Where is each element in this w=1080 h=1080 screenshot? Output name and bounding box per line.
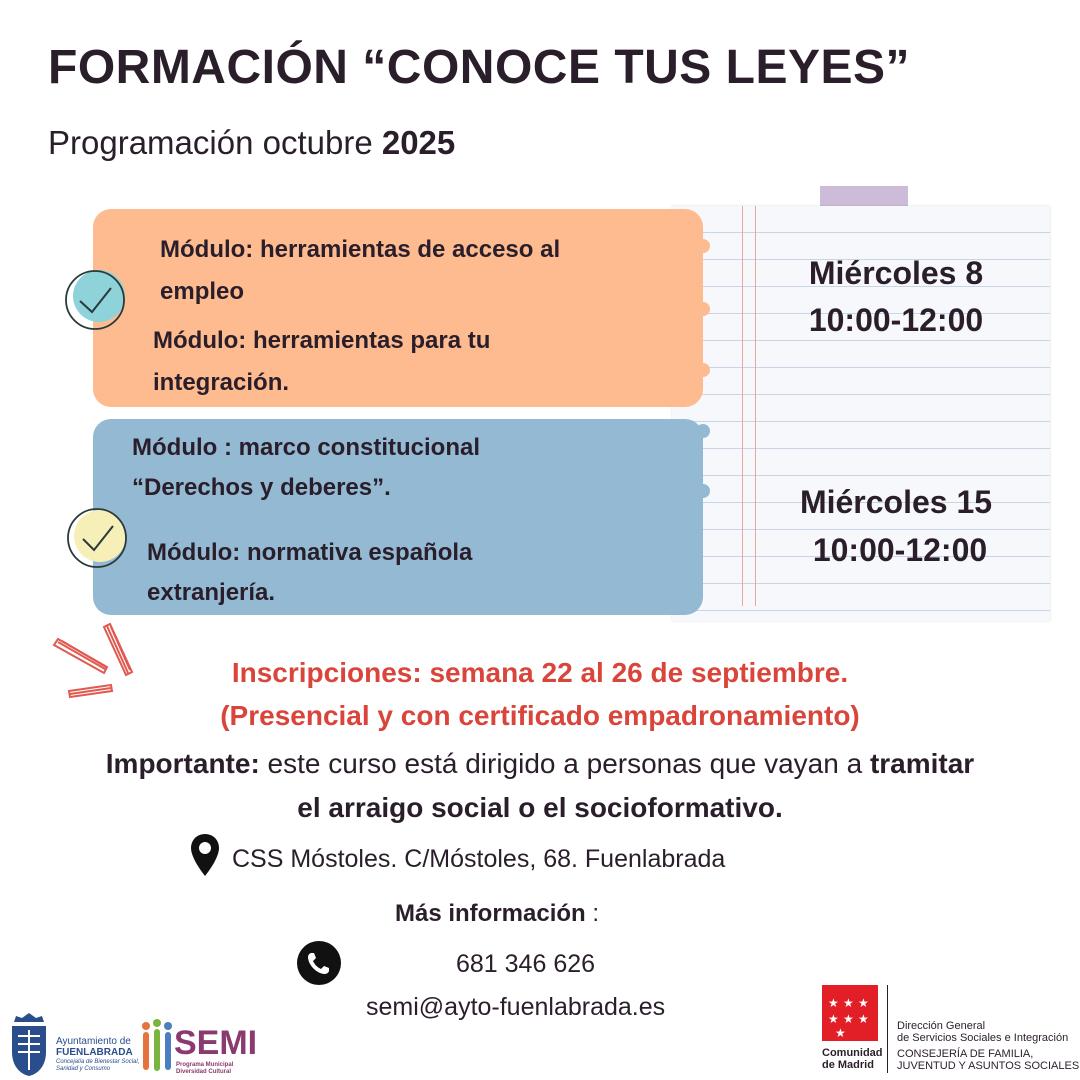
session-time: 10:00-12:00	[812, 532, 988, 568]
notebook-ring	[696, 363, 710, 377]
important-text: este curso está dirigido a personas que vayan a	[259, 748, 870, 779]
cm-name2: de Madrid	[822, 1059, 874, 1071]
check-circle-icon	[63, 268, 127, 332]
more-info-suffix: :	[585, 900, 600, 927]
fuenlabrada-crest-logo	[8, 1012, 50, 1078]
semi-line1: Programa Municipal	[176, 1062, 234, 1068]
svg-text:★: ★	[858, 996, 869, 1010]
notebook-ring	[696, 484, 710, 498]
logo-divider	[887, 985, 888, 1073]
semi-line2: Diversidad Cultural	[176, 1069, 232, 1075]
notebook-ring	[696, 424, 710, 438]
important-note	[0, 748, 1080, 780]
registration-line: Inscripciones: semana 22 al 26 de septiembre.	[231, 657, 849, 688]
check-circle-icon	[66, 506, 130, 570]
semi-people-logo	[140, 1018, 174, 1076]
email-link[interactable]: semi@ayto-fuenlabrada.es	[366, 993, 666, 1021]
cm-name1: Comunidad	[822, 1047, 883, 1059]
module-title: extranjería.	[147, 579, 276, 606]
notebook-ring	[696, 302, 710, 316]
notebook-margin-line	[755, 206, 756, 606]
module-title: integración.	[153, 369, 290, 396]
subtitle-year: 2025	[381, 124, 456, 161]
svg-text:★: ★	[843, 996, 854, 1010]
svg-text:★: ★	[828, 1012, 839, 1026]
semi-logo-text: SEMI	[174, 1024, 258, 1062]
session-date: Miércoles 15	[799, 484, 993, 520]
module-title: Módulo: herramientas de acceso al	[160, 236, 561, 263]
registration-note: (Presencial y con certificado empadronamiento)	[220, 700, 860, 731]
phone-icon	[296, 940, 342, 986]
cm-line3: CONSEJERÍA DE FAMILIA,	[897, 1048, 1034, 1060]
module-title: “Derechos y deberes”.	[132, 474, 391, 501]
more-info-bold: Más información	[395, 900, 586, 927]
location-text: CSS Móstoles. C/Móstoles, 68. Fuenlabrada	[232, 845, 726, 873]
cm-line4: JUVENTUD Y ASUNTOS SOCIALES	[897, 1060, 1080, 1072]
fuenlabrada-line4: Sanidad y Consumo	[56, 1066, 111, 1072]
session-date: Miércoles 8	[808, 255, 984, 291]
fuenlabrada-line1: Ayuntamiento de	[56, 1036, 131, 1047]
svg-text:★: ★	[835, 1026, 846, 1040]
cm-line1: Dirección General	[897, 1020, 986, 1032]
fuenlabrada-line2: FUENLABRADA	[56, 1047, 133, 1058]
module-title: Módulo : marco constitucional	[132, 434, 481, 461]
fuenlabrada-line3: Concejalía de Bienestar Social,	[56, 1059, 140, 1065]
important-label: Importante:	[105, 748, 260, 779]
page-subtitle	[48, 124, 455, 162]
module-title: empleo	[160, 278, 245, 305]
comunidad-madrid-flag-logo	[822, 985, 878, 1041]
subtitle-prefix: Programación octubre	[48, 124, 382, 161]
page-title: FORMACIÓN “CONOCE TUS LEYES”	[48, 41, 911, 94]
svg-text:★: ★	[828, 996, 839, 1010]
svg-text:★: ★	[858, 1012, 869, 1026]
cm-line2: de Servicios Sociales e Integración	[897, 1032, 1069, 1044]
module-title: Módulo: normativa española	[147, 539, 473, 566]
notebook-ring	[696, 239, 710, 253]
session-time: 10:00-12:00	[808, 302, 984, 338]
notebook-margin-line	[742, 206, 743, 606]
map-pin-icon	[189, 832, 221, 878]
svg-text:★: ★	[843, 1012, 854, 1026]
more-info-label	[395, 900, 599, 928]
module-title: Módulo: herramientas para tu	[153, 327, 491, 354]
important-note-line2: el arraigo social o el socioformativo.	[297, 792, 783, 823]
phone-number[interactable]: 681 346 626	[456, 950, 596, 978]
important-bold: tramitar	[869, 748, 975, 779]
